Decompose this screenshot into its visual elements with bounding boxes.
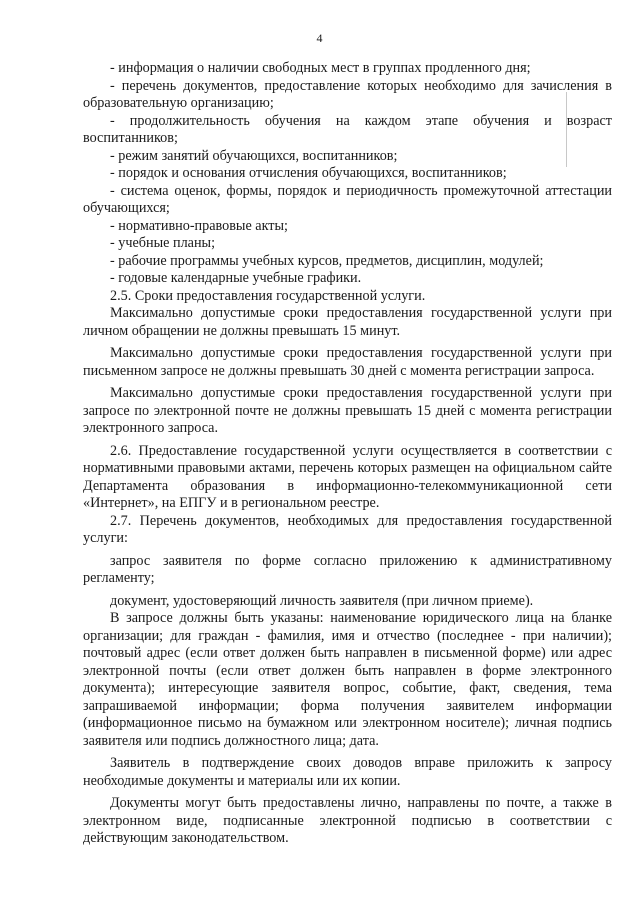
section-2-7-heading: 2.7. Перечень документов, необходимых для предоставления государственной услуги:: [83, 512, 612, 546]
paragraph-personal-request: Максимально допустимые сроки предоставления государственной услуги при личном обращении не должны превышать 15 минут.: [83, 305, 612, 339]
list-item-curricula: - учебные планы;: [110, 235, 216, 251]
list-item-calendar: - годовые календарные учебные графики.: [110, 270, 362, 286]
list-item-schedule: - режим занятий обучающихся, воспитанников;: [110, 147, 398, 164]
list-item-expulsion: - порядок и основания отчисления обучающихся, воспитанников;: [110, 165, 507, 181]
paragraph-written-request: Максимально допустимые сроки предоставления государственной услуги при письменном запросе не должны превышать 30 дней с момента регистрации запроса.: [83, 345, 612, 379]
paragraph-identity-document: документ, удостоверяющий личность заявителя (при личном приеме).: [110, 592, 534, 609]
section-2-5-heading: 2.5. Сроки предоставления государственной услуги.: [110, 287, 426, 304]
document-body: [83, 60, 612, 848]
paragraph-supporting-documents: Заявитель в подтверждение своих доводов вправе приложить к запросу необходимые документы и материалы или их копии.: [83, 755, 612, 789]
list-item-legal-acts: - нормативно-правовые акты;: [110, 217, 288, 234]
page-number: 4: [316, 31, 323, 45]
list-item-free-places: - информация о наличии свободных мест в группах продленного дня;: [110, 60, 531, 76]
list-item-work-programs: - рабочие программы учебных курсов, предметов, дисциплин, модулей;: [110, 252, 544, 269]
list-item-enrollment-documents: - перечень документов, предоставление которых необходимо для зачисления в образовательную организацию;: [83, 77, 612, 111]
list-item-study-duration: - продолжительность обучения на каждом этапе обучения и возраст воспитанников;: [83, 112, 612, 146]
list-item-assessment: - система оценок, формы, порядок и периодичность промежуточной аттестации обучающихся;: [83, 182, 612, 216]
paragraph-request-contents: В запросе должны быть указаны: наименование юридического лица на бланке организации; для граждан - фамилия, имя и отчество (последнее - при наличии); почтовый адрес (если ответ должен быть направлен в письменной форме) или адрес электронной почты (если ответ должен быть направлен в форме электронного документа); интересующие заявителя вопрос, событие, факт, сведения, тема запрашиваемой информации; форма получения заявителем информации (информационное письмо на бумажном или электронном носителе); личная подпись заявителя или подпись должностного лица; дата.: [83, 610, 612, 749]
paragraph-email-request: Максимально допустимые сроки предоставления государственной услуги при запросе по электронной почте не должны превышать 15 дней с момента регистрации электронного запроса.: [83, 385, 612, 436]
paragraph-request-form: запрос заявителя по форме согласно приложению к административному регламенту;: [83, 552, 612, 586]
paragraph-submission-methods: Документы могут быть предоставлены лично, направлены по почте, а также в электронном виде, подписанные электронной подписью в соответствии с действующим законодательством.: [83, 795, 612, 846]
section-2-6-paragraph: 2.6. Предоставление государственной услуги осуществляется в соответствии с нормативными правовыми актами, перечень которых размещен на официальном сайте Департамента образования в информационно-телекоммуникационной сети «Интернет», на ЕПГУ и в региональном реестре.: [83, 442, 612, 511]
